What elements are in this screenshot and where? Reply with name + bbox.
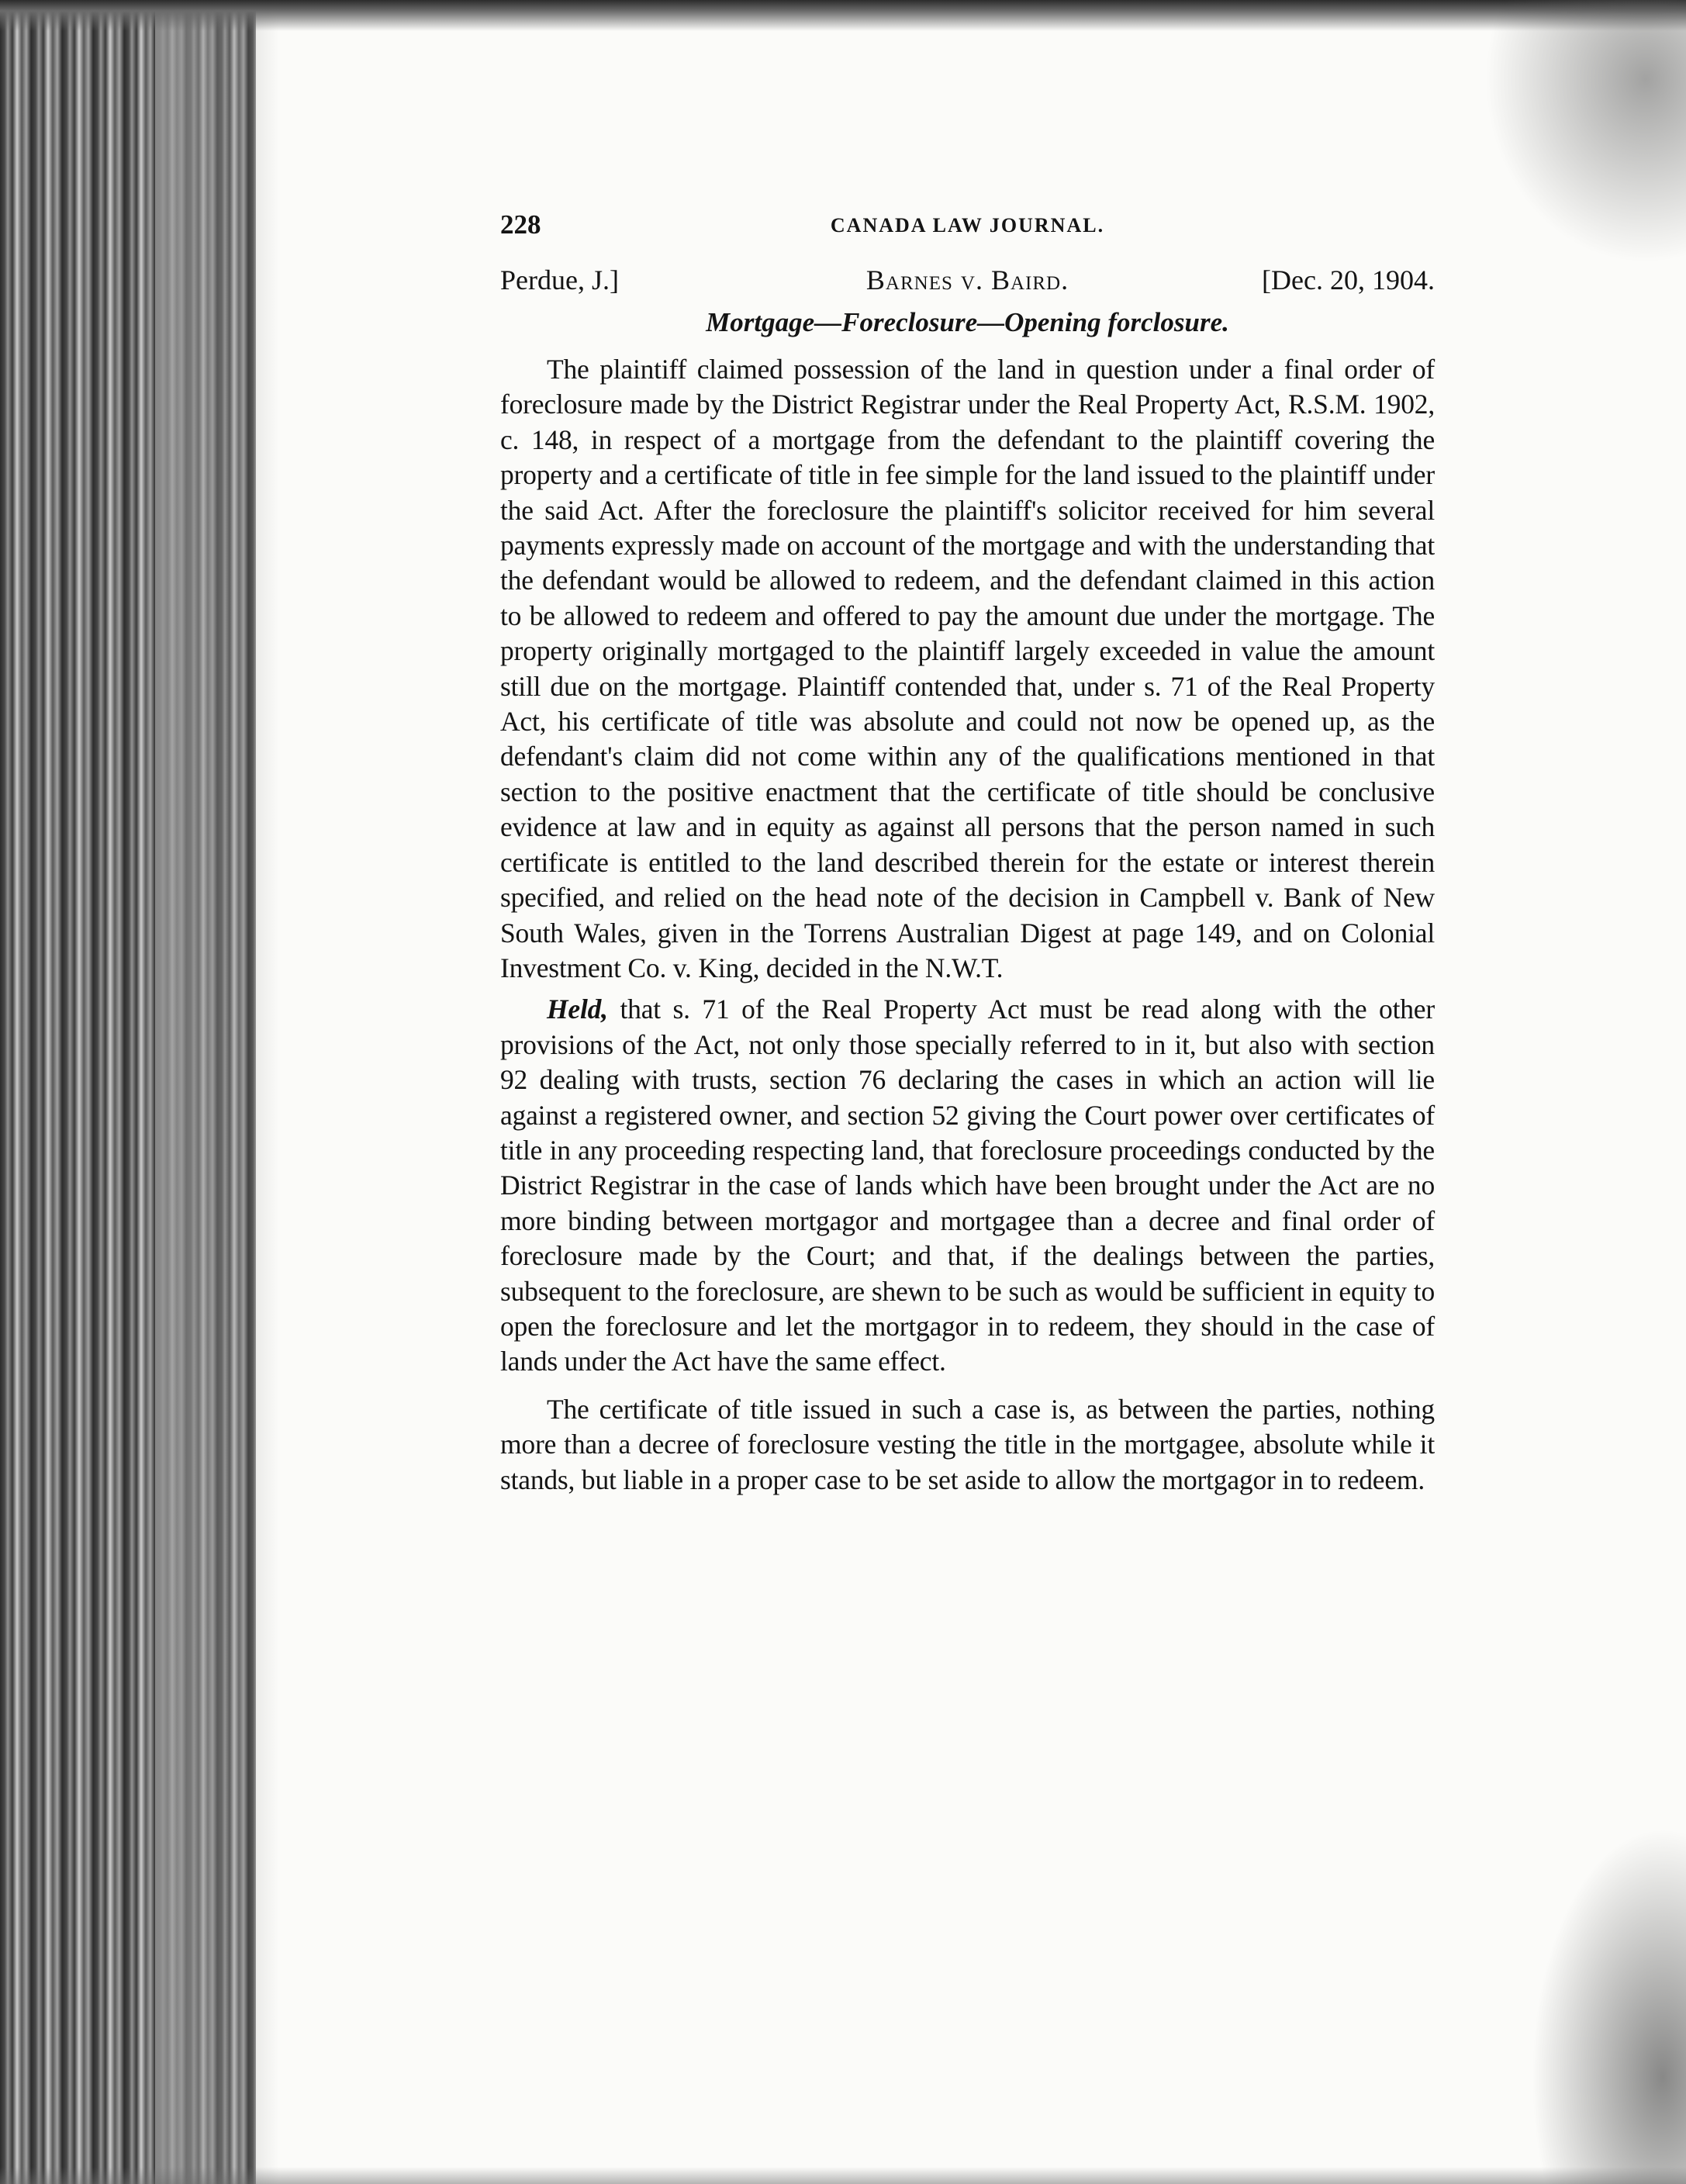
- right-bottom-edge-noise: [1531, 1827, 1686, 2184]
- paragraph-held: [500, 992, 1435, 1379]
- page-text: [500, 203, 1435, 1504]
- page-number: 228: [500, 209, 541, 240]
- binding-edge-fade: [155, 0, 279, 2184]
- top-edge-shadow: [0, 0, 1686, 31]
- right-edge-noise: [1484, 0, 1686, 264]
- running-head: [500, 203, 1435, 250]
- paragraph-facts: The plaintiff claimed possession of the land in question under a final order of foreclosure made by the District Registrar under the Real Property Act, R.S.M. 1902, c. 148, in respect of a mortgage from the defendant to the plaintiff covering the property and a certificate of title in fee simple for the land issued to the plaintiff under the said Act. After the foreclosure the plaintiff's solicitor received for him several payments expressly made on account of the mortgage and with the understanding that the defendant would be allowed to redeem, and the defendant claimed in this action to be allowed to redeem and offered to pay the amount due under the mortgage. The property originally mortgaged to the plaintiff largely exceeded in value the amount still due on the mortgage. Plaintiff contended that, under s. 71 of the Real Property Act, his certificate of title was absolute and could not now be opened up, as the defendant's claim did not come within any of the qualifications mentioned in that section to the positive enactment that the certificate of title should be conclusive evidence at law and in equity as against all persons that the person named in such certificate is entitled to the land described therein for the estate or interest therein specified, and relied on the head note of the decision in Campbell v. Bank of New South Wales, given in the Torrens Australian Digest at page 149, and on Colonial Investment Co. v. King, decided in the N.W.T.: [500, 354, 1435, 983]
- held-text: that s. 71 of the Real Property Act must be read along with the other provisions of the Act, not only those specially referred to in it, but also with section 92 dealing with trusts, section 76 declaring the cases in which an action will lie against a registered owner, and section 52 giving the Court power over certificates of title in any proceeding respecting land, that foreclosure proceedings conducted by the District Registrar in the case of lands which have been brought under the Act are no more binding between mortgagor and mortgagee than a decree and final order of foreclosure made by the Court; and that, if the dealings between the parties, subsequent to the foreclosure, are shewn to be such as would be sufficient in equity to open the foreclosure and let the mortgagor in to redeem, they should in the case of lands under the Act have the same effect.: [500, 994, 1435, 1377]
- case-name: Barnes v. Baird.: [865, 264, 1069, 295]
- held-label: Held,: [547, 994, 608, 1025]
- case-date: [Dec. 20, 1904.: [1262, 264, 1435, 295]
- judge-name: Perdue, J.]: [500, 264, 619, 295]
- bottom-edge-shadow: [0, 2167, 1686, 2184]
- paragraph-conclusion: The certificate of title issued in such a case is, as between the parties, nothing more than a decree of foreclosure vesting the title in the mortgagee, absolute while it stands, but liable in a proper case to be set aside to allow the mortgagor in to redeem.: [500, 1393, 1435, 1495]
- subject-heading: Mortgage—Foreclosure—Opening forclosure.: [706, 307, 1229, 337]
- case-heading: [500, 264, 1435, 307]
- journal-title: CANADA LAW JOURNAL.: [830, 214, 1105, 237]
